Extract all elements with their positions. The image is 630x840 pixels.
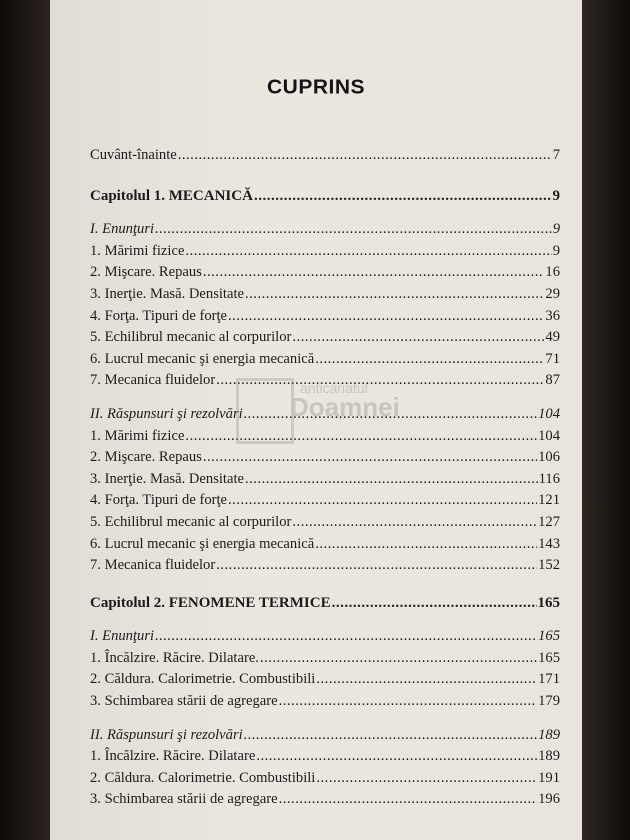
- dot-leader: [245, 284, 544, 306]
- toc-entry-label: 2. Mişcare. Repaus: [90, 449, 202, 466]
- toc-entry-page: 87: [545, 372, 560, 389]
- toc-entry-page: 106: [538, 449, 560, 466]
- toc-entry-page: 36: [545, 307, 560, 324]
- toc-entry-label: 3. Inerţie. Masă. Densitate: [90, 470, 244, 487]
- toc-section-enunturi[interactable]: [90, 219, 560, 241]
- dot-leader: [185, 426, 537, 448]
- toc-entry-label: 7. Mecanica fluidelor: [90, 372, 216, 389]
- toc-entry-label: 4. Forţa. Tipuri de forţe: [90, 307, 228, 324]
- dot-leader: [244, 404, 537, 426]
- toc-entry-label: 3. Inerţie. Masă. Densitate: [90, 285, 244, 302]
- toc-entry[interactable]: [90, 512, 560, 534]
- toc-entry[interactable]: [90, 241, 560, 263]
- page-title: CUPRINS: [266, 76, 365, 99]
- toc-entry-page: 116: [538, 470, 560, 487]
- dot-leader: [315, 349, 544, 371]
- section-title: II. Răspunsuri şi rezolvări: [90, 726, 243, 743]
- section-title: I. Enunţuri: [90, 221, 155, 238]
- section-page: 104: [538, 405, 560, 422]
- dot-leader: [178, 145, 552, 167]
- dot-leader: [332, 593, 537, 615]
- toc-entry[interactable]: [90, 768, 560, 790]
- toc-chapter-2[interactable]: [90, 593, 560, 615]
- book-page: [50, 0, 582, 840]
- dot-leader: [316, 669, 537, 691]
- toc-entry[interactable]: [90, 262, 560, 284]
- dot-leader: [244, 725, 537, 747]
- toc-entry-page: 171: [538, 671, 560, 688]
- toc-entry[interactable]: [90, 555, 560, 577]
- toc-section-raspunsuri[interactable]: [90, 404, 560, 426]
- toc-entry-page: 143: [538, 535, 560, 552]
- toc-entry-page: 71: [545, 350, 560, 367]
- toc-entry-label: 2. Căldura. Calorimetrie. Combustibili: [90, 769, 316, 786]
- toc-entry-label: 1. Încălzire. Răcire. Dilatare.: [90, 649, 259, 666]
- toc-entry-label: 3. Schimbarea stării de agregare: [90, 693, 278, 710]
- toc-entry-page: 104: [538, 427, 560, 444]
- toc-entry[interactable]: [90, 447, 560, 469]
- dot-leader: [228, 306, 544, 328]
- toc-entry-page: 29: [545, 285, 560, 302]
- section-title: I. Enunţuri: [90, 628, 155, 645]
- toc-entry[interactable]: [90, 306, 560, 328]
- dot-leader: [228, 490, 537, 512]
- dot-leader: [216, 555, 537, 577]
- chapter-page: 9: [552, 187, 560, 204]
- toc-entry[interactable]: [90, 534, 560, 556]
- section-title: II. Răspunsuri şi rezolvări: [90, 405, 243, 422]
- section-page: 165: [538, 628, 560, 645]
- toc-entry-label: 3. Schimbarea stării de agregare: [90, 791, 278, 808]
- toc-entry-label: 5. Echilibrul mecanic al corpurilor: [90, 513, 292, 530]
- toc-entry[interactable]: [90, 648, 560, 670]
- toc-entry-label: 6. Lucrul mecanic şi energia mecanică: [90, 350, 315, 367]
- toc-entry-label: 2. Mişcare. Repaus: [90, 264, 202, 281]
- watermark-line1: anticariatul: [300, 380, 368, 396]
- toc-entry-page: 49: [545, 329, 560, 346]
- toc-entry[interactable]: [90, 746, 560, 768]
- dot-leader: [203, 262, 545, 284]
- toc-entry-label: 1. Mărimi fizice: [90, 427, 185, 444]
- dot-leader: [203, 447, 537, 469]
- dot-leader: [155, 219, 552, 241]
- toc-entry-page: 189: [538, 748, 560, 765]
- chapter-page: 165: [537, 594, 560, 611]
- toc-entry-label: 1. Mărimi fizice: [90, 242, 185, 259]
- section-page: 9: [552, 221, 560, 238]
- toc-entry-page: 179: [538, 693, 560, 710]
- dot-leader: [279, 789, 538, 811]
- dot-leader: [155, 626, 537, 648]
- dot-leader: [292, 327, 544, 349]
- chapter-title: Capitolul 1. MECANICĂ: [90, 187, 253, 204]
- book-edge-shadow: [582, 0, 630, 840]
- dot-leader: [216, 370, 544, 392]
- toc-entry[interactable]: [90, 789, 560, 811]
- toc-entry-label: 6. Lucrul mecanic şi energia mecanică: [90, 535, 315, 552]
- toc-entry-page: 165: [538, 649, 560, 666]
- dot-leader: [316, 768, 537, 790]
- dot-leader: [279, 691, 538, 713]
- dot-leader: [260, 648, 537, 670]
- toc-entry-page: 191: [538, 769, 560, 786]
- toc-entry[interactable]: [90, 469, 560, 491]
- dot-leader: [254, 186, 552, 208]
- toc-section-enunturi[interactable]: [90, 626, 560, 648]
- toc-section-raspunsuri[interactable]: [90, 725, 560, 747]
- section-page: 189: [538, 726, 560, 743]
- table-of-contents: [90, 145, 560, 811]
- book-spine-shadow: [0, 0, 50, 840]
- chapter-title: Capitolul 2. FENOMENE TERMICE: [90, 594, 331, 611]
- toc-entry-page: 7: [552, 147, 560, 163]
- toc-entry-label: Cuvânt-înainte: [90, 147, 177, 163]
- toc-entry-page: 127: [538, 513, 560, 530]
- toc-entry[interactable]: [90, 691, 560, 713]
- toc-entry-page: 121: [538, 492, 560, 509]
- dot-leader: [185, 241, 551, 263]
- dot-leader: [256, 746, 537, 768]
- toc-entry-label: 1. Încălzire. Răcire. Dilatare: [90, 748, 256, 765]
- toc-entry-label: 5. Echilibrul mecanic al corpurilor: [90, 329, 292, 346]
- toc-entry-page: 9: [552, 242, 560, 259]
- toc-entry[interactable]: [90, 370, 560, 392]
- toc-entry-label: 4. Forţa. Tipuri de forţe: [90, 492, 228, 509]
- toc-entry-label: 7. Mecanica fluidelor: [90, 557, 216, 574]
- toc-entry[interactable]: [90, 284, 560, 306]
- toc-entry-foreword[interactable]: [90, 145, 560, 167]
- toc-entry[interactable]: [90, 669, 560, 691]
- toc-entry-page: 16: [545, 264, 560, 281]
- toc-entry-page: 152: [538, 557, 560, 574]
- dot-leader: [292, 512, 537, 534]
- toc-entry[interactable]: [90, 327, 560, 349]
- toc-entry[interactable]: [90, 426, 560, 448]
- toc-entry[interactable]: [90, 349, 560, 371]
- dot-leader: [245, 469, 538, 491]
- watermark-line2: Doamnei: [290, 392, 400, 422]
- dot-leader: [315, 534, 537, 556]
- toc-chapter-1[interactable]: [90, 186, 560, 208]
- toc-entry-label: 2. Căldura. Calorimetrie. Combustibili: [90, 671, 316, 688]
- toc-entry-page: 196: [538, 791, 560, 808]
- toc-entry[interactable]: [90, 490, 560, 512]
